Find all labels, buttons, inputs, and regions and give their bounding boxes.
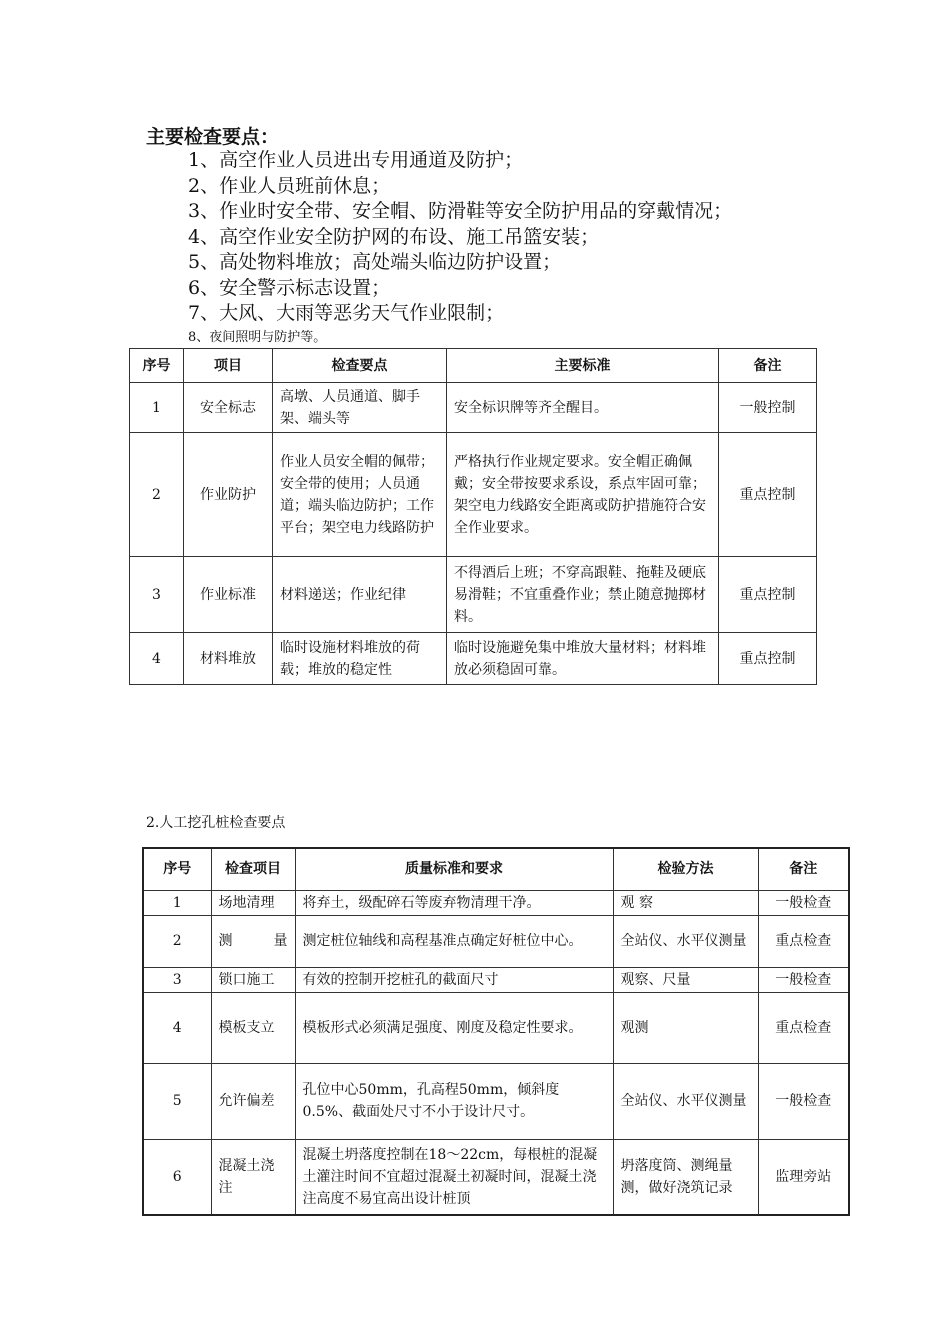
table-cell: 测定桩位轴线和高程基准点确定好桩位中心。 [295,915,613,967]
table-cell: 材料递送；作业纪律 [273,557,447,633]
header-cell: 项目 [184,349,273,383]
table-row [143,1139,849,1215]
table-cell: 允许偏差 [211,1063,295,1139]
table-cell: 严格执行作业规定要求。安全帽正确佩戴；安全带按要求系设，系点牢固可靠；架空电力线路安全距离或防护措施符合安全作业要求。 [447,433,719,557]
table-row [143,915,849,967]
table-cell: 材料堆放 [184,633,273,685]
header-cell: 备注 [758,848,849,890]
table-cell: 一般检查 [758,967,849,992]
table-header-row [143,848,849,890]
list-item: 8、夜间照明与防护等。 [188,329,327,345]
safety-control-table [129,348,817,685]
table-cell: 重点控制 [719,433,817,557]
table-row [130,433,817,557]
header-cell: 检查要点 [273,349,447,383]
table-row [143,967,849,992]
list-item: 5、高处物料堆放；高处端头临边防护设置； [188,251,562,273]
table-cell: 混凝土浇注 [211,1139,295,1215]
table-cell: 孔位中心50mm，孔高程50mm，倾斜度0.5%、截面处尺寸不小于设计尺寸。 [295,1063,613,1139]
header-cell: 序号 [143,848,211,890]
table-cell: 临时设施材料堆放的荷载；堆放的稳定性 [273,633,447,685]
table-cell: 作业人员安全帽的佩带；安全带的使用；人员通道；端头临边防护；工作平台；架空电力线路防护 [273,433,447,557]
header-cell: 主要标准 [447,349,719,383]
table-cell: 全站仪、水平仪测量 [613,1063,758,1139]
table-cell: 全站仪、水平仪测量 [613,915,758,967]
table-cell: 监理旁站 [758,1139,849,1215]
list-item: 3、作业时安全带、安全帽、防滑鞋等安全防护用品的穿戴情况； [188,200,733,222]
table-row [130,557,817,633]
table-cell: 观察、尺量 [613,967,758,992]
table-cell: 临时设施避免集中堆放大量材料；材料堆放必须稳固可靠。 [447,633,719,685]
table-cell: 混凝土坍落度控制在18～22cm，每根桩的混凝土灌注时间不宜超过混凝土初凝时间，混凝土浇注高度不易宜高出设计桩顶 [295,1139,613,1215]
header-cell: 检验方法 [613,848,758,890]
header-cell: 检查项目 [211,848,295,890]
table-cell: 安全标识牌等齐全醒目。 [447,383,719,433]
table-cell: 2 [130,433,184,557]
table-cell: 作业防护 [184,433,273,557]
section-heading: 主要检查要点： [146,126,280,148]
table-cell: 有效的控制开挖桩孔的截面尺寸 [295,967,613,992]
table-cell: 坍落度筒、测绳量测，做好浇筑记录 [613,1139,758,1215]
inspection-points-list [188,148,732,349]
table-cell: 5 [143,1063,211,1139]
header-cell: 备注 [719,349,817,383]
table-cell: 重点检查 [758,915,849,967]
table-header-row [130,349,817,383]
table-cell: 1 [143,890,211,915]
header-cell: 序号 [130,349,184,383]
table-cell: 2 [143,915,211,967]
table-cell: 3 [130,557,184,633]
table-cell: 4 [130,633,184,685]
table-cell: 锁口施工 [211,967,295,992]
list-item: 6、安全警示标志设置； [188,276,391,299]
table-cell: 不得酒后上班；不穿高跟鞋、拖鞋及硬底易滑鞋；不宜重叠作业；禁止随意抛掷材料。 [447,557,719,633]
table-cell: 一般检查 [758,1063,849,1139]
table-cell: 6 [143,1139,211,1215]
table-cell: 场地清理 [211,890,295,915]
table-cell: 模板形式必须满足强度、刚度及稳定性要求。 [295,992,613,1063]
table-cell: 观测 [613,992,758,1063]
table-cell: 一般控制 [719,383,817,433]
table-cell: 高墩、人员通道、脚手架、端头等 [273,383,447,433]
table-cell: 一般检查 [758,890,849,915]
list-item: 1、高空作业人员进出专用通道及防护； [188,149,524,171]
table-cell: 观 察 [613,890,758,915]
table-cell: 重点检查 [758,992,849,1063]
list-item: 4、高空作业安全防护网的布设、施工吊篮安装； [188,225,600,248]
table-row [143,890,849,915]
table-cell: 作业标准 [184,557,273,633]
list-item: 7、大风、大雨等恶劣天气作业限制； [188,302,505,324]
table-cell: 模板支立 [211,992,295,1063]
table-cell: 测 量 [211,915,295,967]
table-cell: 安全标志 [184,383,273,433]
section-title: 2.人工挖孔桩检查要点 [146,815,286,831]
table-row [130,633,817,685]
table-cell: 4 [143,992,211,1063]
table-cell: 重点控制 [719,633,817,685]
table-row [143,1063,849,1139]
table-row [130,383,817,433]
table-cell: 将弃土，级配碎石等废弃物清理干净。 [295,890,613,915]
table-cell: 重点控制 [719,557,817,633]
table-cell: 3 [143,967,211,992]
table-cell: 1 [130,383,184,433]
list-item: 2、作业人员班前休息； [188,174,391,197]
table-row [143,992,849,1063]
header-cell: 质量标准和要求 [295,848,613,890]
pile-inspection-table [142,847,850,1216]
